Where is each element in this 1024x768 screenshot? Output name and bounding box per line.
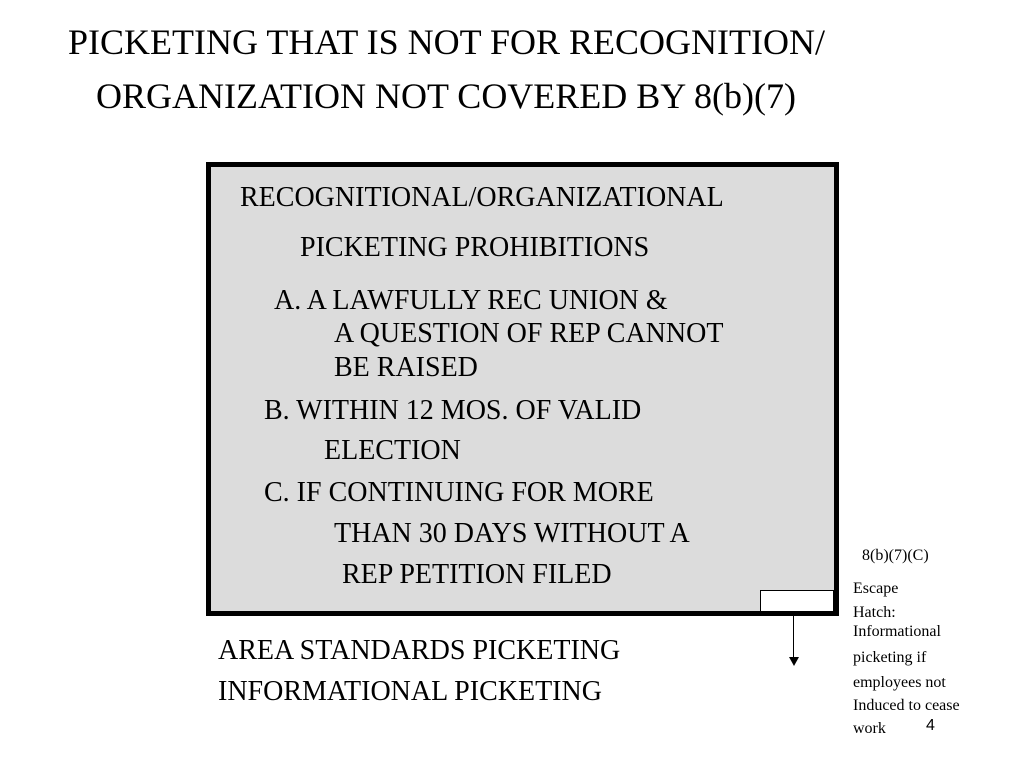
item-c-line-1: C. IF CONTINUING FOR MORE [264, 477, 654, 508]
item-a-line-2: A QUESTION OF REP CANNOT [334, 318, 724, 349]
item-b-line-2: ELECTION [324, 435, 461, 466]
side-note-line: Escape [853, 580, 899, 597]
box-heading-line-1: RECOGNITIONAL/ORGANIZATIONAL [240, 182, 724, 213]
side-note-line: Hatch: [853, 604, 896, 621]
page-number: 4 [926, 717, 935, 734]
escape-hatch-box [760, 590, 834, 612]
side-note-line: Induced to cease [853, 697, 960, 714]
item-a-line-1: A. A LAWFULLY REC UNION & [274, 285, 668, 316]
item-c-line-3: REP PETITION FILED [342, 559, 612, 590]
down-arrow-line [793, 612, 794, 662]
down-arrow-icon [789, 657, 799, 666]
item-b-line-1: B. WITHIN 12 MOS. OF VALID [264, 395, 642, 426]
side-note-line: picketing if [853, 649, 927, 666]
slide-title-line-1: PICKETING THAT IS NOT FOR RECOGNITION/ [68, 22, 826, 62]
side-note-line: Informational [853, 623, 941, 640]
item-c-line-2: THAN 30 DAYS WITHOUT A [334, 518, 690, 549]
area-standards-picketing: AREA STANDARDS PICKETING [218, 635, 621, 666]
item-a-line-3: BE RAISED [334, 352, 478, 383]
informational-picketing: INFORMATIONAL PICKETING [218, 676, 602, 707]
box-heading-line-2: PICKETING PROHIBITIONS [300, 232, 650, 263]
side-note-line: work [853, 720, 886, 737]
side-note-line: employees not [853, 674, 946, 691]
section-label: 8(b)(7)(C) [862, 547, 929, 564]
slide-title-line-2: ORGANIZATION NOT COVERED BY 8(b)(7) [96, 76, 796, 116]
